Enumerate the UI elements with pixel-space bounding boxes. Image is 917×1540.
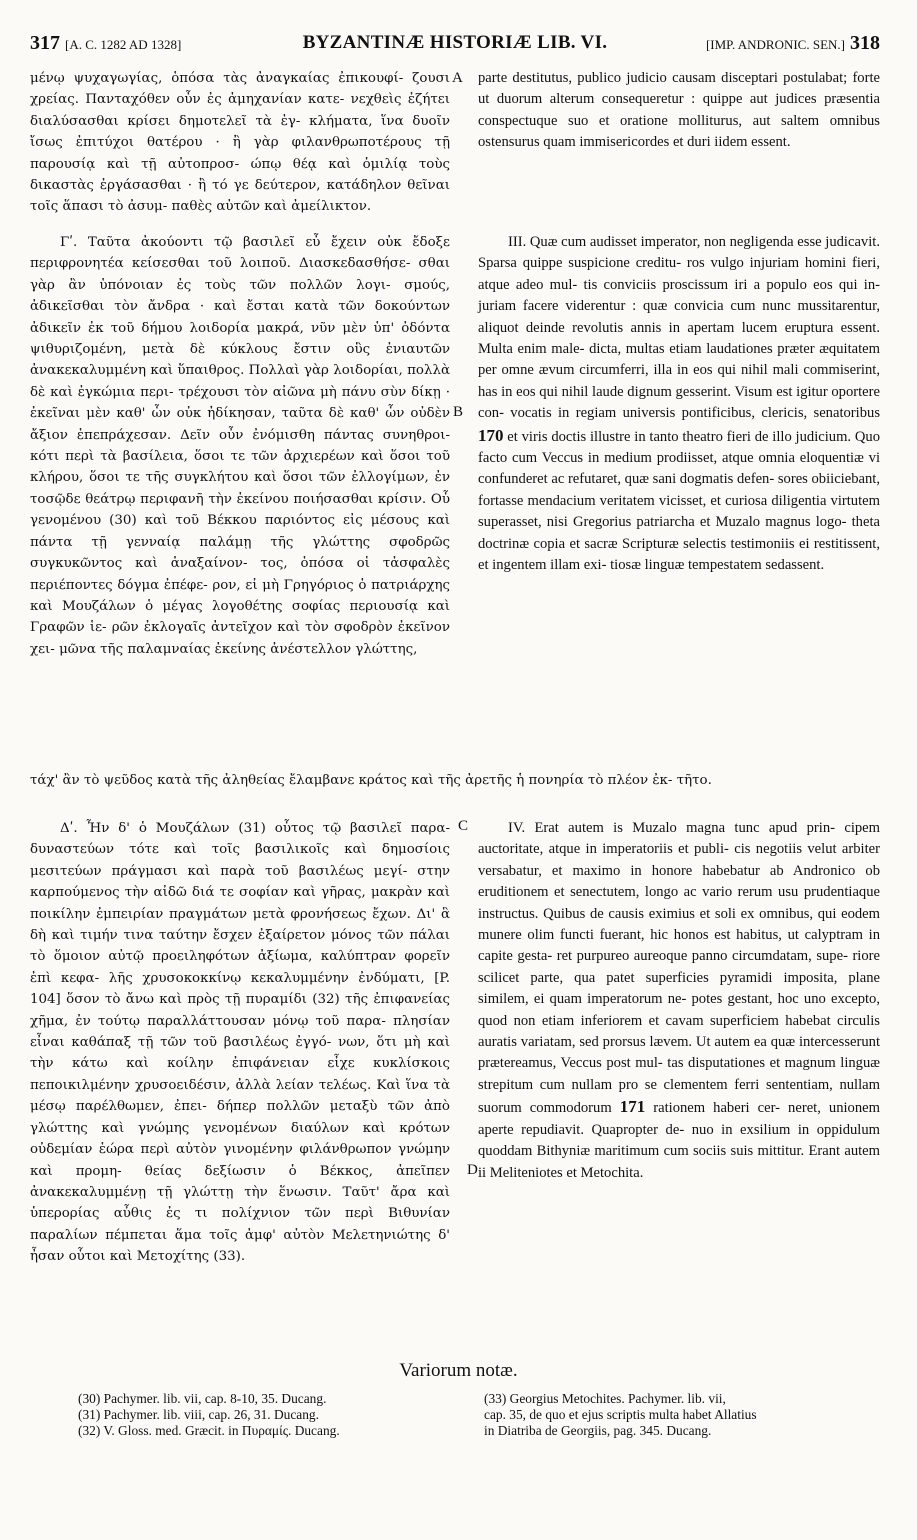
- notes-title: Variorum notæ.: [399, 1360, 518, 1381]
- note-33-line-3: in Diatriba de Georgiis, pag. 345. Ducang.: [484, 1423, 712, 1438]
- note-33-line-1: (33) Georgius Metochites. Pachymer. lib. vii,: [484, 1391, 726, 1406]
- greek-section-iii: Γʹ. Ταῦτα ἀκούοντι τῷ βασιλεῖ εὖ ἔχειν οὐκ ἔδοξε περιφρονητέα κείσεσθαι τοῦ λοιποῦ. Διασκεδασθήσε- σθαι γὰρ ἂν ὑπόνοιαν ἐς τοὺς τῶν πολλῶν λογι- σμούς, ἀδικεῖσθαι τὸν ἄνδρα · καὶ ἔσται κατὰ τῶν δοκούντων ἀδικεῖν ἐκ τοῦ δήμου λοιδορία μακρά, νῦν μὲν ὑπ' ὀδόντα ψιθυριζομένη, μετὰ δὲ κύκλους ἔστιν οὓς ἐνιαυτῶν ἀνακεκαλυμμένη καὶ ὕπαιθρος. Πολλαὶ γὰρ λοιδορίαι, πολλὰ δὲ καὶ ἐγκώμια περι- τρέχουσι τὸν αἰῶνα μὴ πάνυ σὺν δίκῃ · ἐκεῖναι μὲν καθ' ὧν οὐκ ἠδίκησαν, ταῦτα δὲ καθ' ὧν οὐδὲν ἄξιον ἐπεπράχεσαν. Δεῖν οὖν ἐνόμισθη πάντας συνηθροι- κότι περὶ τὰ βασίλεια, ὅσοι τε τῶν ἀρχιερέων καὶ ὅσοι τοῦ κλήρου, ὅσοι τε τῆς συγκλήτου καὶ ὅσοι τῶν ἐλλογίμων, ἐν τοσῷδε θεάτρῳ περιφανῆ τὴν ἐκείνου ποιήσασθαι κρίσιν. Οὗ γενομένου (30) καὶ τοῦ Βέκκου παριόντος εἰς μέσους καὶ πάντα τῇ γενναίᾳ παλάμῃ τῆς γλώττης σφοδρῶς συγκυκῶντος καὶ ἀναξαίνον- τος, ὁπόσα οἱ τἀσφαλὲς περιέποντες δόγμα ἐπέφε- ρον, εἰ μὴ Γρηγόριος ὁ πατριάρχης καὶ Μουζάλων ὁ μέγας λογοθέτης σοφίας περιουσίᾳ καὶ Γραφῶν ἱε- ρῶν ἐκλογαῖς ἀντεῖχον καὶ τὸν σφοδρὸν ἐκεῖνον χει- μῶνα τῆς παλαμναίας ἐκείνης ἀνέστελλον γλώττης,: [30, 235, 450, 657]
- latin-section-iv: IV. Erat autem is Muzalo magna tunc apud prin- cipem auctoritate, atque in imperatoriis et publi- cis negotiis velut arbiter versabatur, et maximo in honore habebatur ab Andronico ob eruditionem et senectutem, longo ac vario rerum usu prudentiaque instructus. Quibus de causis eximius et soli ex omnibus, qui eodem munere olim functi fuerant, hic honos est habitus, ut calyptram in capite gesta- ret purpureo aureoque panno circumdatam, supe- riore scilicet parte, qua patet superficies pyramidi imposita, plane similem, ei quam imperatorum ne- potes gestant, hoc uno excepto, quod non etiam inferiorem et cavam superficiem habebat circulis auratis variatam, sed prorsus lævem. Ut autem ea quæ intercesserunt prætereamus, Veccus post mul- tas disputationes et magnum linguæ strepitum cum nullam pro se clementem ferri sententiam, nullam suorum commodorum 171 rationem haberi cer- neret, unionem aperte repudiavit. Quapropter de- nuo in exsilium in oppidulum quoddam Bithyniæ maritimum cum sociis suis mittitur. Erant autem ii Meliteniotes et Metochita.: [478, 820, 880, 1181]
- column-number-171: 171: [619, 1097, 646, 1117]
- page-number-right: [IMP. ANDRONIC. SEN.] 318: [705, 32, 880, 54]
- running-header: [30, 30, 880, 58]
- note-30: (30) Pachymer. lib. vii, cap. 8-10, 35. Ducang.: [78, 1391, 327, 1406]
- latin-section-iii: III. Quæ cum audisset imperator, non negligenda esse judicavit. Sparsa quippe suspicione creditu- ros vulgo injuriam homini fieri, atque adeo mul- tis conviciis proscissum iri a populo eos qui in- juriam facere viderentur : quæ convicia cum nunc mussitarentur, aliquot deinde revolutis annis in apertam lucem eruptura essent. Multa enim male- dicta, multas etiam laudationes præter æquitatem per omne ævum circumferri, illa in eos qui nihil mali commiserint, has in eos qui nihil laude dignum gesserint. Visum est igitur oportere con- vocatis in regiam universis pontificibus, clericis, senatoribus 170 et viris doctis illustre in tanto theatro fieri de illo judicium. Quo facto cum Veccus in medium prodiisset, atque omnia eloquentiæ vi confunderet ac refutaret, quæ sani dogmatis defen- sores obiiciebant, fortasse mendacium veritatem vicisset, et curiosa diligentia virtutem superasset, nisi Gregorius patriarcha et Muzalo magnus logo- theta doctrinæ copia et sacræ Scripturæ selectis testimoniis ei restitissent, et ingentem illam exi- tiosæ linguæ tempestatem sedassent.: [478, 234, 880, 574]
- latin-intro: parte destitutus, publico judicio causam disceptari postulabat; forte ut duorum alterum consequeretur : quippe aut judices præsentia conspectuque suo et oratione molliturus, aut saltem omnibus ostensurus quam immisericordes et duri iidem essent.: [478, 70, 880, 151]
- note-31: (31) Pachymer. lib. viii, cap. 26, 31. Ducang.: [78, 1407, 319, 1422]
- emperor-label: [IMP. ANDRONIC. SEN.]: [705, 37, 845, 52]
- note-32: (32) V. Gloss. med. Græcit. in Πυραμίς. Ducang.: [78, 1423, 340, 1438]
- column-number-170: 170: [478, 425, 504, 445]
- greek-intro: μένῳ ψυχαγωγίας, ὁπόσα τὰς ἀναγκαίας ἐπικουφί- ζουσι χρείας. Πανταχόθεν οὖν ἐς ἀμηχανίαν κατε- νεχθεὶς ἐζήτει διαλύσασθαι κρίσει δημοτελεῖ τὰ ἐγ- κλήματα, ἵνα δυοῖν ἴσως ἐπιτύχοι θατέρου · ἢ γὰρ φιλανθρωποτέρους τῇ παρουσίᾳ καὶ τῇ αὐτοπροσ- ώπῳ θέᾳ καὶ ὁμιλίᾳ τοὺς δικαστὰς ἐργάσασθαι · ἢ τό γε δεύτερον, κατάδηλον θεῖναι τοῖς ἅπασι τὸ ἀσυμ- παθὲς αὐτῶν καὶ ἀμείλικτον.: [30, 71, 450, 215]
- note-33-line-2: cap. 35, de quo et ejus scriptis multa habet Allatius: [484, 1407, 757, 1422]
- greek-section-iv: Δʹ. Ἦν δ' ὁ Μουζάλων (31) οὗτος τῷ βασιλεῖ παρα- δυναστεύων τότε καὶ τοῖς βασιλικοῖς καὶ δημοσίοις μεσιτεύων πράγμασι καὶ παρὰ τοῦ βασιλέως μεγί- στην καρπούμενος τὴν αἰδῶ διά τε σοφίαν καὶ γῆρας, μακρὰν καὶ ποικίλην ἐμπειρίαν πραγμάτων μετὰ φρονήσεως ἔχων. Δι' ἃ δὴ καὶ τιμήν τινα ταύτην ἔσχεν ἐξαίρετον μόνος τῶν πάλαι τὸ ὅμοιον αὐτῷ προειληφότων ἀξίωμα, καλύπτραν φορεῖν ἐπὶ κεφα- λῆς χρυσοκοκκίνῳ κεκαλυμμένην ἐνδύματι, [P. 104] ὅσον τὸ ἄνω καὶ πρὸς τῇ πυραμίδι (32) τῆς ἐπιφανείας χῆμα, ἐν τούτῳ παραλλάττουσαν μόνῳ τοῦ παρα- πλησίαν εἶναι καθάπαξ τῇ τῶν τοῦ βασιλέως ἐγγό- νων, ὅτι μὴ καὶ τὴν κάτω καὶ κοίλην ἐπιφάνειαν εἶχε κυκλίσκοις πεποικιλμένην χρυσοειδέσιν, ἀλλὰ λείαν τελέως. Καὶ ἵνα τὰ μέσῳ παρέλθωμεν, ἐπει- δήπερ πολλῶν μεταξὺ τῶν ἀπὸ γλώττης καὶ γνώμης γενομένων διαύλων καὶ κρότων οὐδεμίαν ἑώρα περὶ αὐτὸν γινομένην φιλάνθρωπον γνώμην καὶ προμη- θείας δεξίωσιν ὁ Βέκκος, ἀπεῖπεν ἀνακεκαλυμμένῃ τῇ γλώττῃ τὴν ἕνωσιν. Ταῦτ' ἄρα καὶ ὑπερορίας αὖθις ἐς τι πολίχνιον τῶν περὶ Βιθυνίαν παραλίων πέμπεται ἅμα τοῖς ἀμφ' αὐτὸν Μελετηνιώτης δ' ἦσαν οὗτοι καὶ Μετοχίτης (33).: [30, 821, 450, 1265]
- page-number-left: 317 [A. C. 1282 AD 1328]: [30, 32, 182, 54]
- notes-left: [78, 1391, 340, 1439]
- margin-letter-c: C: [458, 818, 469, 834]
- notes-right: [484, 1391, 757, 1439]
- greek-section-iii-tail: τάχ' ἂν τὸ ψεῦδος κατὰ τῆς ἀληθείας ἔλαμβανε κράτος καὶ τῆς ἀρετῆς ἡ πονηρία τὸ πλέον ἐκ- τῆτο.: [30, 773, 712, 788]
- margin-letter-b: B: [453, 404, 464, 420]
- running-title: BYZANTINÆ HISTORIÆ LIB. VI.: [302, 32, 608, 53]
- date-range: [A. C. 1282 AD 1328]: [65, 37, 182, 52]
- margin-letter-d: D: [467, 1162, 478, 1178]
- margin-letter-a: A: [452, 70, 463, 86]
